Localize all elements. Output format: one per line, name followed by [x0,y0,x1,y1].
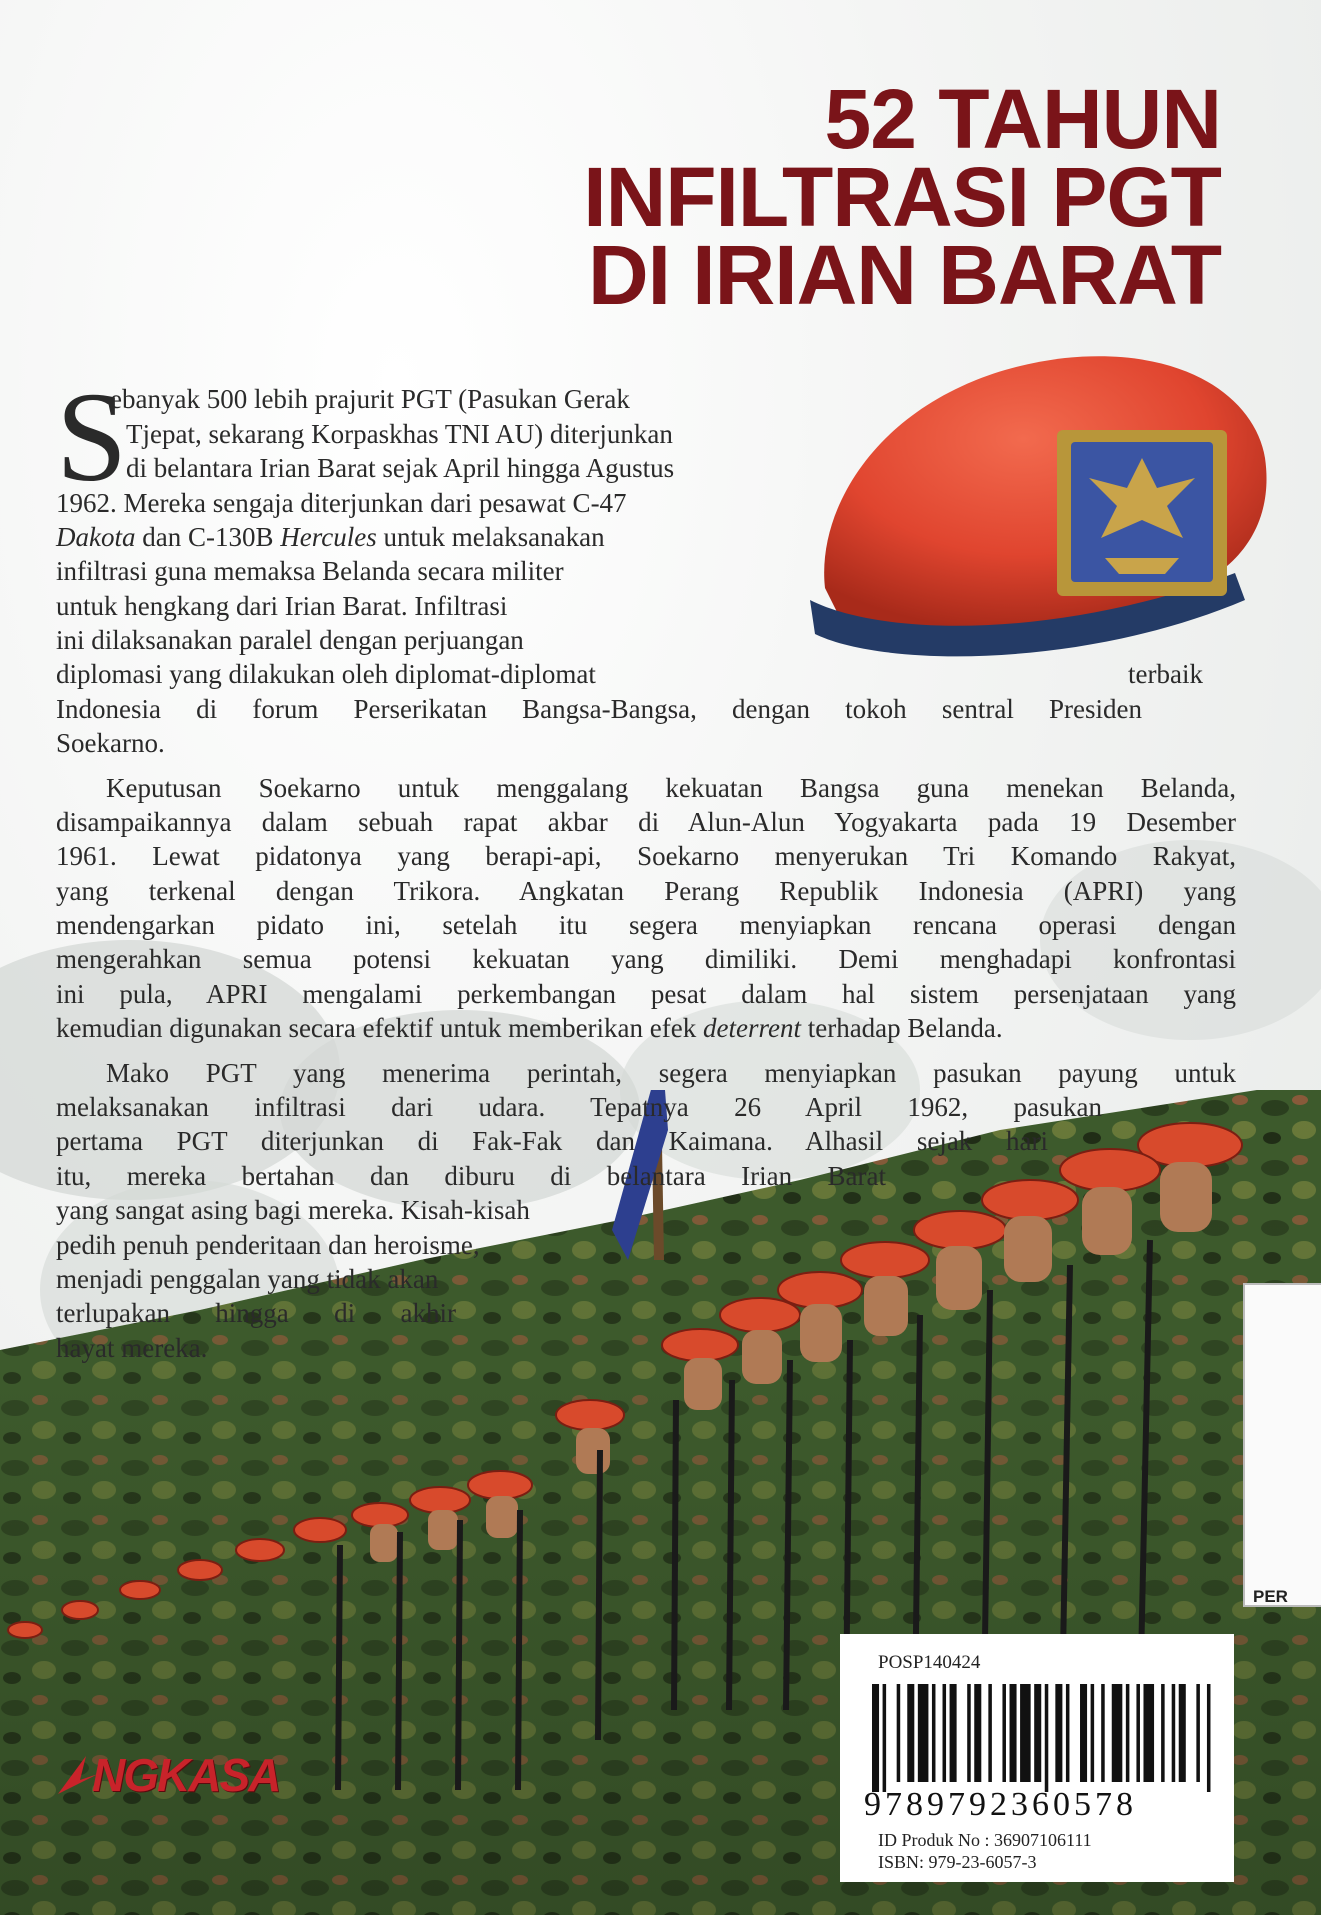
barcode-bar [1055,1684,1062,1782]
barcode-bar [1179,1684,1186,1782]
barcode-bar [1136,1684,1140,1782]
sticker-label: PER [1253,1587,1288,1606]
barcode-bar [988,1684,992,1782]
p1-line-10: Indonesia di forum Perserikatan Bangsa-Bangsa, dengan tokoh sentral Presiden [56,694,1142,724]
p1-line-8: ini dilaksanakan paralel dengan perjuangan [56,625,524,655]
barcode-bar [1143,1684,1154,1782]
barcode-bar [897,1684,901,1782]
title-line-1: 52 TAHUN [824,72,1221,166]
aircraft-dakota: Dakota [56,522,136,552]
barcode-bar [918,1684,929,1782]
text-fragment: terhadap Belanda. [800,1013,1003,1043]
barcode-label [840,1634,1234,1882]
barcode-bar [1010,1684,1017,1782]
p1-line-9-end: terbaik [1128,659,1203,689]
barcode-bar [932,1684,936,1782]
p1-line-6: infiltrasi guna memaksa Belanda secara militer [56,556,564,586]
product-code: POSP140424 [878,1652,981,1673]
p1-line-4: 1962. Mereka sengaja diterjunkan dari pesawat C-47 [56,488,627,518]
barcode-bar [950,1684,957,1782]
barcode-bar [1002,1684,1006,1782]
barcode-bar [1196,1684,1200,1782]
barcode-digits: 9789792360578 [864,1786,1137,1823]
emphasis-deterrent: deterrent [703,1013,801,1043]
p3-line-6: pedih penuh penderitaan dan heroisme, [56,1230,480,1260]
p2-line-2: disampaikannya dalam sebuah rapat akbar di Alun-Alun Yogyakarta pada 19 Desember [56,807,1236,837]
barcode-bar [943,1684,947,1782]
barcode-bar [1020,1684,1031,1782]
p1-line-3: di belantara Irian Barat sejak April hingga Agustus [126,453,675,483]
p2-line-6: mengerahkan semua potensi kekuatan yang dimiliki. Demi menghadapi konfrontasi [56,944,1236,974]
barcode-bars [872,1684,1214,1792]
p2-line-7: ini pula, APRI mengalami perkembangan pesat dalam hal sistem persenjataan yang [56,979,1236,1009]
p3-line-5: yang sangat asing bagi mereka. Kisah-kisah [56,1195,530,1225]
p2-line-5: mendengarkan pidato ini, setelah itu segera menyiapkan rencana operasi dengan [56,910,1236,940]
barcode-bar [1045,1684,1049,1792]
barcode-bar [1161,1684,1165,1782]
barcode-bar [1080,1684,1087,1782]
p1-line-11: Soekarno. [56,728,165,758]
barcode-bar [967,1684,971,1782]
p1-line-2: Tjepat, sekarang Korpaskhas TNI AU) diterjunkan [126,419,673,449]
barcode-bar [974,1684,981,1782]
p1-line-5 [56,520,605,554]
publisher-logo: NGKASA [92,1749,280,1801]
p1-line-7: untuk hengkang dari Irian Barat. Infiltrasi [56,591,508,621]
text-fragment: kemudian digunakan secara efektif untuk memberikan efek [56,1013,703,1043]
p3-line-2: melaksanakan infiltrasi dari udara. Tepatnya 26 April 1962, pasukan [56,1092,1102,1122]
text-fragment: untuk melaksanakan [376,522,605,552]
p1-line-1: ebanyak 500 lebih prajurit PGT (Pasukan Gerak [110,384,630,414]
product-id: ID Produk No : 36907106111 [878,1830,1092,1850]
aircraft-hercules: Hercules [280,522,377,552]
price-sticker [1243,1283,1321,1607]
p1-line-9: diplomasi yang dilakukan oleh diplomat-diplomat [56,659,596,689]
barcode-bar [1112,1684,1123,1782]
p3-line-7: menjadi penggalan yang tidak akan [56,1264,439,1294]
p2-line-8 [56,1011,1003,1045]
p3-line-8: terlupakan hingga di akhir [56,1298,456,1328]
barcode-bar [907,1684,914,1782]
barcode-bar [1101,1684,1105,1782]
title-line-2: INFILTRASI PGT [583,150,1221,244]
p2-line-1: Keputusan Soekarno untuk menggalang kekuatan Bangsa guna menekan Belanda, [106,773,1236,803]
isbn: ISBN: 979-23-6057-3 [878,1852,1037,1872]
text-fragment: dan C-130B [135,522,281,552]
barcode-bar [1172,1684,1176,1782]
barcode-bar [1126,1684,1130,1782]
p3-line-3: pertama PGT diterjunkan di Fak-Fak dan Kaimana. Alhasil sejak hari [56,1126,1048,1156]
barcode-bar [883,1684,887,1792]
barcode-bar [872,1684,879,1792]
p3-line-9: hayat mereka. [56,1333,208,1363]
barcode-bar [1207,1684,1211,1792]
p2-line-3: 1961. Lewat pidatonya yang berapi-api, Soekarno menyerukan Tri Komando Rakyat, [56,841,1236,871]
title-line-3: DI IRIAN BARAT [587,228,1221,322]
p3-line-1: Mako PGT yang menerima perintah, segera menyiapkan pasukan payung untuk [106,1058,1236,1088]
barcode-bar [1066,1684,1070,1782]
drop-cap: S [56,366,128,508]
p3-line-4: itu, mereka bertahan dan diburu di belantara Irian Barat [56,1161,886,1191]
p2-line-4: yang terkenal dengan Trikora. Angkatan Perang Republik Indonesia (APRI) yang [56,876,1236,906]
barcode-bar [1091,1684,1095,1782]
barcode-bar [1034,1684,1041,1782]
